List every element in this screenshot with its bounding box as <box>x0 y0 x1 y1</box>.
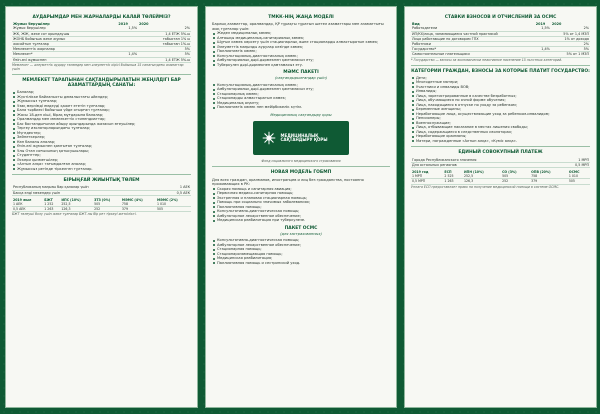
cell: 252 <box>93 207 121 212</box>
cell: 252 <box>501 179 530 184</box>
col-header: ЕСП <box>444 169 452 174</box>
cell: 5% <box>138 52 191 57</box>
col-header: 2019 год <box>412 169 429 174</box>
list-item: Паллиативтік көмек; <box>212 49 390 54</box>
logo-text: МЕДИЦИНАЛЫҚ САҚТАНДЫРУ ҚОРЫ <box>280 132 328 143</box>
cell: 1,4% <box>535 47 551 52</box>
list-item: Туберкулез дәрі-дәрмекпен қамтамасыз ету. <box>212 63 390 68</box>
cell: 5% <box>138 47 191 52</box>
section-title: ПАКЕТ ОСМС <box>284 225 318 231</box>
cell: 5% от 1 МЗП <box>551 52 590 57</box>
cell: 0,5 АЕК <box>161 190 191 195</box>
list-item: Паллиативтік көмек пен мейірбикелік күтім. <box>212 105 390 110</box>
cell: 1% от дохода <box>551 36 590 41</box>
col-header: БЖТ <box>44 197 53 202</box>
section-title: БІРЫҢҒАЙ ЖИЫНТЫҚ ТӨЛЕМ <box>63 178 140 184</box>
section-title: ТМКК-НІҢ ЖАҢА МОДЕЛІ <box>268 15 334 20</box>
col-header: ОПВ (20%) <box>531 169 551 174</box>
list-item: Мүгедектер; <box>12 131 191 136</box>
list-item: Шұғыл көмек көрсету үшін стационарлық және стационарды алмастыратын көмек; <box>212 40 390 45</box>
cell: 505 <box>156 207 191 212</box>
cell: Жұмыс берушілер <box>12 26 117 31</box>
cell: 1 МРП <box>411 174 443 179</box>
cell: Для остальных регионов <box>411 162 555 167</box>
snowflake-emblem-icon <box>262 131 276 145</box>
cell: 758 <box>121 202 156 207</box>
package-list <box>212 83 390 110</box>
service-list-ru <box>212 187 390 223</box>
cell <box>117 57 138 62</box>
list-item: Амбулаториялық дәрі-дәрмекпен қамтамасыз ету; <box>212 58 390 63</box>
list-item: Первичная медико-санитарная помощь; <box>212 191 390 196</box>
list-item: Лица, отбывающие наказание в местах лишения свободы; <box>411 125 590 130</box>
col-header: ИПС (10%) <box>61 197 81 202</box>
list-item: Зейнеткерлер; <box>12 135 191 140</box>
package-list-ru <box>212 238 390 265</box>
list-item: Консультациялық-диагностикалық көмек; <box>212 54 390 59</box>
list-item: Участники и инвалиды ВОВ; <box>411 85 590 90</box>
panel-middle <box>205 6 397 408</box>
cell: Мемлекеттік жарналар <box>12 47 117 52</box>
list-item: Экстренная и плановая стационарная помощь; <box>212 196 390 201</box>
cell: табыстан 1% ы <box>138 36 191 41</box>
section-title: АУДАРЫМДАР МЕН ЖАРНАЛАРДЫ КАЛАЙ ТӨЛЕЙМІЗ? <box>32 15 171 20</box>
cell: 0,5 МРП <box>411 179 443 184</box>
list-item: Медицинская реабилитация при туберкулезе. <box>212 218 390 223</box>
cell: 252,5 <box>60 202 93 207</box>
list-item: Амбулаторное лекарственное обеспечение; <box>212 243 390 248</box>
table-note: БЖТ төлеуші болу үшін жеке тұлғалар БЖТ-ны бір рет тіркеуі жеткілікті. <box>12 212 137 217</box>
payment-breakdown-table-ru <box>411 170 590 185</box>
list-item: Пенсионеры; <box>411 116 590 121</box>
cell: 2% <box>138 26 191 31</box>
table-row <box>12 57 191 62</box>
col-header: ОСМС <box>568 169 580 174</box>
list-item: Неработающие оралманы; <box>411 134 590 139</box>
list-item: Стационарная помощь; <box>212 247 390 252</box>
section-intro: Для всех граждан, оралманов, иностранцев и лиц без гражданства, постоянно проживающих в РК: <box>212 177 364 187</box>
list-item: Ұлы Отан соғысының қатысушылары; <box>12 149 191 154</box>
list-item: Инвалиды; <box>411 89 590 94</box>
cell: Республиканың маңызы бар қалалар үшін <box>12 185 161 190</box>
divider <box>212 166 390 167</box>
cell: 1 010 <box>568 174 590 179</box>
cell: 1,5% <box>535 26 551 31</box>
list-item: Консультативно-диагностическая помощь; <box>212 238 390 243</box>
section-title: МӘМС ПАКЕТІ <box>283 70 319 76</box>
category-list <box>12 90 191 171</box>
col-header: МӘМС (2%) <box>156 197 178 202</box>
cell: 1 263 <box>443 179 463 184</box>
fund-logo <box>253 121 349 155</box>
col-header: 2019 жыл <box>13 197 32 202</box>
table-note: * Государство — взносы за экономически неактивное население 15 льготных категорий. <box>411 57 563 62</box>
cell: 505 <box>568 179 590 184</box>
list-item: Амбулаторное лекарственное обеспечение; <box>212 214 390 219</box>
table-note: Уплата ЕСП предоставляет право на получение медицинской помощи в системе ОСМС. <box>411 184 560 189</box>
list-item: Беременные женщины; <box>411 107 590 112</box>
cell: Басқа елді мекендер үшін <box>12 190 161 195</box>
list-item: Стационарлық көмек; <box>212 92 390 97</box>
divider <box>12 74 191 75</box>
payment-table-ru <box>411 158 590 168</box>
cell: Города Республиканского значения <box>411 158 555 163</box>
list-item: Жасы 18-ден кіші, бірақ мұғдарына балалар; <box>12 113 191 118</box>
col-header: 2020 <box>551 22 562 27</box>
section-title: МЕМЛЕКЕТ ТАРАПЫНАН САҚТАНДЫРЫЛАТЫН ЖЕҢІЛДІГІ БАР АЗАМАТТАРДЫҢ САНАТЫ: <box>22 77 181 89</box>
section-subtitle: (сақтандырылғандар үшін) <box>275 76 327 81</box>
col-header: СО (3%) <box>502 169 517 174</box>
cell: 126,3 <box>463 179 501 184</box>
list-item: Жұмыссыз ретінде тіркелген тұлғалар. <box>12 167 191 172</box>
cell: Работники <box>411 42 535 47</box>
list-item: Дети; <box>411 76 590 81</box>
category-list-ru <box>411 76 590 144</box>
cell: 505 <box>501 174 530 179</box>
list-item: Студенттер; <box>12 153 191 158</box>
cell: 1 252 <box>43 202 60 207</box>
cell: 1 АЕК <box>12 202 43 207</box>
cell: 1 АЕК <box>161 185 191 190</box>
cell: 505 <box>93 202 121 207</box>
cell: 1,4 ЕТЖ 5%-ы <box>138 31 191 36</box>
cell: 1 263 <box>43 207 60 212</box>
list-item: Паллиативная помощь; <box>212 205 390 210</box>
cell: 1 010 <box>156 202 191 207</box>
col-header: ЗТЗ (0%) <box>94 197 111 202</box>
list-item: Жедел медициналық көмек; <box>212 31 390 36</box>
cell: 2% <box>551 26 590 31</box>
cell: 758 <box>530 174 568 179</box>
list-item: Многодетные матери; <box>411 80 590 85</box>
cell: ЖОНБ бойынша жеке жұмыс <box>12 36 117 41</box>
cell: Работодатели <box>411 26 535 31</box>
list-item: Консультациялық-диагностикалық көмек; <box>212 83 390 88</box>
list-item: Консультативно-диагностическая помощь; <box>212 209 390 214</box>
cell: 0,5 АЕК <box>12 207 43 212</box>
list-item: Стационарозамещающая помощь; <box>212 252 390 257</box>
cell: 1,4 ЕТЖ 5%-ы <box>138 57 191 62</box>
list-item: Лица, зарегистрированные в качестве безработных; <box>411 94 590 99</box>
section-title: НОВАЯ МОДЕЛЬ ГОБМП <box>270 170 332 176</box>
col-header: ИПН (10%) <box>464 169 484 174</box>
list-item: Балалар; <box>12 90 191 95</box>
logo-note: Фонд социального медицинского страхования <box>261 159 341 164</box>
list-item: Лица, обучающиеся по очной форме обучения; <box>411 98 590 103</box>
table-row <box>12 207 191 212</box>
list-item: Жұмыссыз тұлғалар; <box>12 99 191 104</box>
cell: Өзін-өзі жұмыспен <box>12 57 117 62</box>
cell: 5% от 1,4 МЗП <box>551 31 590 36</box>
list-item: Амбулаториялық дәрі-дәрмекпен қамтамасыз ету; <box>212 87 390 92</box>
list-item: «Алтын алқа» тағымдалған аналар; <box>12 162 191 167</box>
list-item: Медициналық оңалту; <box>212 101 390 106</box>
col-header: 2019 <box>535 22 546 27</box>
cell: жасайтын тұлғалар <box>12 42 117 47</box>
cell: 5% <box>551 47 590 52</box>
table-row <box>12 190 191 195</box>
panel-right <box>404 6 597 408</box>
cell <box>535 52 551 57</box>
cell: табыстан 1%-ы <box>138 42 191 47</box>
cell: 0,5 МРП <box>555 162 590 167</box>
cell: ЖК, ЖЖ, жеке сот орындаушы <box>12 31 117 36</box>
section-title: ЕДИНЫЙ СОВОКУПНЫЙ ПЛАТЕЖ <box>458 150 543 156</box>
list-item: Медицинская реабилитация; <box>212 256 390 261</box>
list-item: Бас бостандығынан айыру орындарында жазасын өтеушілер; <box>12 122 191 127</box>
list-item: Бала тәрбиесі бойынша үйде отырған тұлғалар; <box>12 108 191 113</box>
cell: 1,4% <box>117 52 138 57</box>
col-header: 2020 <box>139 22 149 27</box>
cell: Государство* <box>411 47 535 52</box>
service-list <box>212 31 390 67</box>
list-item: Тергеу изоляторларындағы тұлғалар; <box>12 126 191 131</box>
cell: Самостоятельные плательщики <box>411 52 535 57</box>
cell: 1,5% <box>117 26 138 31</box>
cell: Мемлекет* <box>12 52 117 57</box>
table-note: Мемлекет — әлеуметтік аудару төлемдер мен әлеуметтік кірісі бойынша 15 санатындағы азаматтар үшін <box>12 62 184 71</box>
table-row <box>411 162 590 167</box>
col-header: Жұмыс берушілер <box>13 22 50 27</box>
cell: 252,5 <box>463 174 501 179</box>
list-item: Помощь при социально значимых заболеваниях; <box>212 200 390 205</box>
cell: 126,3 <box>60 207 93 212</box>
list-item: Лица, содержащиеся в следственных изоляторах; <box>411 130 590 135</box>
list-item: Паллиативная помощь и сестринский уход. <box>212 261 390 266</box>
panel-left <box>5 6 198 408</box>
section-intro: Барлық азаматтар, оралмандар, ҚР тұрақты тұратын шетел азаматтары мен азаматтығы жоқ тұлғалар үшін: <box>212 22 384 31</box>
section-title: СТАВКИ ВЗНОСОВ И ОТЧИСЛЕНИЙ ЗА ОСМС <box>444 15 557 20</box>
col-header: Вид <box>412 22 420 27</box>
list-item: Өзін-өзі жұмыспен қамтыған тұлғалар; <box>12 144 191 149</box>
cell: 379 <box>530 179 568 184</box>
list-item: Әлеуметтік маңызды аурулар кезінде көмек; <box>212 45 390 50</box>
list-item: Лица, находящиеся в отпуске по уходу за ребенком; <box>411 103 590 108</box>
cell: 379 <box>121 207 156 212</box>
col-header: МӘМС (4%) <box>121 197 143 202</box>
list-item: Военнослужащие; <box>411 121 590 126</box>
divider <box>12 174 191 175</box>
list-item: Жүктілікке байланысты демалыстағы әйелдер; <box>12 95 191 100</box>
list-item: Матери, награжденные «Алтын алқа», «Күміс алқа». <box>411 139 590 144</box>
rates-table-ru <box>411 22 590 57</box>
table-row <box>411 52 590 57</box>
cell: ИП/КХ/лица, занимающиеся частной практикой <box>411 31 535 36</box>
list-item: Неработающие лица, осуществляющие уход за ребенком-инвалидом; <box>411 112 590 117</box>
emblem-caption: Медициналық сақтандыру қоры <box>270 112 332 117</box>
section-title: КАТЕГОРИИ ГРАЖДАН, ВЗНОСЫ ЗА КОТОРЫЕ ПЛАТИТ ГОСУДАРСТВО: <box>411 68 590 74</box>
list-item: Стационарды алмастыратын көмек; <box>212 96 390 101</box>
payment-table <box>12 185 191 195</box>
divider <box>411 146 590 147</box>
cell: Лица работающие по договорам ГПХ <box>411 36 535 41</box>
list-item: Скорая помощь и санитарная авиация; <box>212 187 390 192</box>
list-item: Әскери қызметшілер; <box>12 158 191 163</box>
cell: 1 МРП <box>555 158 590 163</box>
divider <box>411 65 590 66</box>
section-subtitle: (для застрахованных) <box>280 231 322 236</box>
list-item: Көп балалы аналар; <box>12 140 191 145</box>
list-item: Оралмандар мен мемлекеттік стипендиаттар; <box>12 117 191 122</box>
cell: 2 525 <box>443 174 463 179</box>
rates-table <box>12 22 191 63</box>
cell: 2% <box>551 42 590 47</box>
payment-breakdown-table <box>12 198 191 213</box>
table-row <box>411 179 590 184</box>
list-item: Алғашқы медициналық-санитариялық көмек; <box>212 36 390 41</box>
col-header: 2019 <box>118 22 128 27</box>
list-item: Ұзақ мерзімді емдеуді қажет ететін тұлғалар; <box>12 104 191 109</box>
